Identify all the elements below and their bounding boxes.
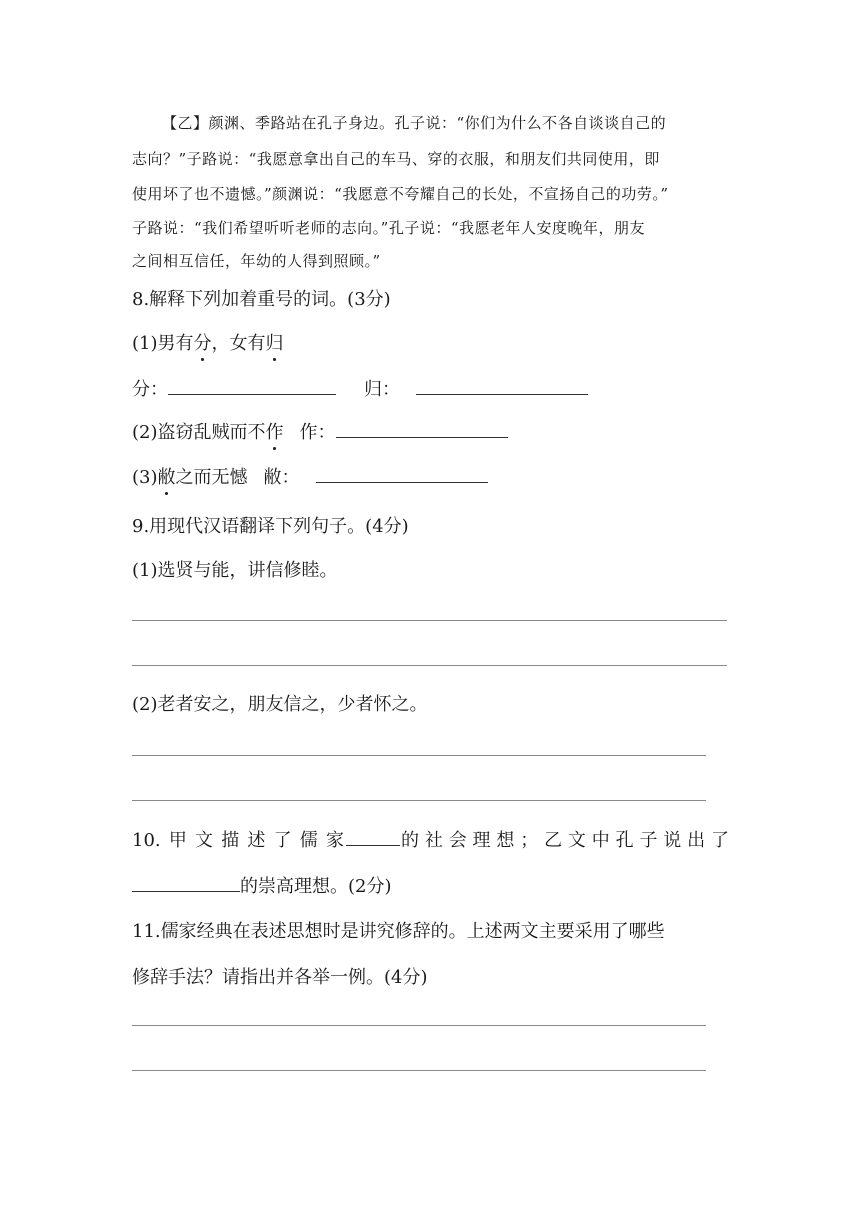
q10-line-2-text: 的崇高理想。(2分) xyxy=(240,876,392,897)
q8-sub2-pre: (2)盗窃乱贼而不 xyxy=(132,422,266,443)
emphasis-word-bi: 敝 xyxy=(158,463,176,489)
answer-blank-zuo[interactable] xyxy=(336,419,508,438)
passage-line-2: 志向？”子路说：“我愿意拿出自己的车马、穿的衣服，和朋友们共同使用，即 xyxy=(132,150,660,168)
q10-line-2 xyxy=(132,872,392,898)
q8-answer-row-1 xyxy=(132,375,588,401)
answer-line-q11-b[interactable] xyxy=(132,1070,706,1071)
answer-line-q11-a[interactable] xyxy=(132,1025,706,1026)
q9-sub1: (1)选贤与能，讲信修睦。 xyxy=(132,560,338,581)
q9-sub2: (2)老者安之，朋友信之，少者怀之。 xyxy=(132,694,428,715)
q10-line-1-b: 的社会理想；乙文中孔子说出了 xyxy=(401,830,729,851)
answer-label-gui: 归： xyxy=(364,379,400,400)
passage-line-1: 【乙】颜渊、季路站在孔子身边。孔子说：“你们为什么不各自谈谈自己的 xyxy=(162,114,667,132)
emphasis-word-fen: 分 xyxy=(194,329,212,355)
q8-sub3-pre: (3) xyxy=(132,467,158,488)
answer-blank-bi[interactable] xyxy=(316,464,488,483)
q8-sub2 xyxy=(132,418,508,444)
answer-blank-gui[interactable] xyxy=(416,376,588,395)
q11-line-1: 11.儒家经典在表述思想时是讲究修辞的。上述两文主要采用了哪些 xyxy=(132,921,665,942)
q8-sub3 xyxy=(132,463,488,489)
answer-label-bi: 敝： xyxy=(263,467,300,488)
q10-line-1-a: 10.甲文描述了儒家 xyxy=(132,830,344,851)
emphasis-word-zuo: 作 xyxy=(266,418,284,444)
answer-line-q9-2b[interactable] xyxy=(132,800,706,801)
q8-title: 8.解释下列加着重号的词。(3分) xyxy=(132,289,391,310)
q9-title: 9.用现代汉语翻译下列句子。(4分) xyxy=(132,516,409,537)
answer-blank-q10-1[interactable] xyxy=(346,827,400,846)
answer-blank-fen[interactable] xyxy=(168,376,336,395)
answer-line-q9-2a[interactable] xyxy=(132,755,706,756)
answer-line-q9-1a[interactable] xyxy=(132,620,727,621)
answer-label-zuo: 作： xyxy=(299,422,336,443)
q8-sub3-post: 之而无憾 xyxy=(175,467,248,488)
q10-line-1 xyxy=(132,826,729,852)
q8-sub1-pre: (1)男有 xyxy=(132,333,194,354)
passage-line-4: 子路说：“我们希望听听老师的志向。”孔子说：“我愿老年人安度晚年，朋友 xyxy=(132,219,646,237)
answer-blank-q10-2[interactable] xyxy=(132,873,240,892)
q8-sub1-mid: ，女有 xyxy=(211,333,266,354)
passage-line-5: 之间相互信任，年幼的人得到照顾。” xyxy=(132,252,381,270)
emphasis-word-gui: 归 xyxy=(266,329,284,355)
answer-label-fen: 分： xyxy=(132,379,168,400)
passage-line-3: 使用坏了也不遗憾。”颜渊说：“我愿意不夸耀自己的长处，不宣扬自己的功劳。” xyxy=(132,185,669,203)
q8-sub1 xyxy=(132,329,284,355)
answer-line-q9-1b[interactable] xyxy=(132,665,727,666)
q11-line-2: 修辞手法？请指出并各举一例。(4分) xyxy=(132,967,428,988)
